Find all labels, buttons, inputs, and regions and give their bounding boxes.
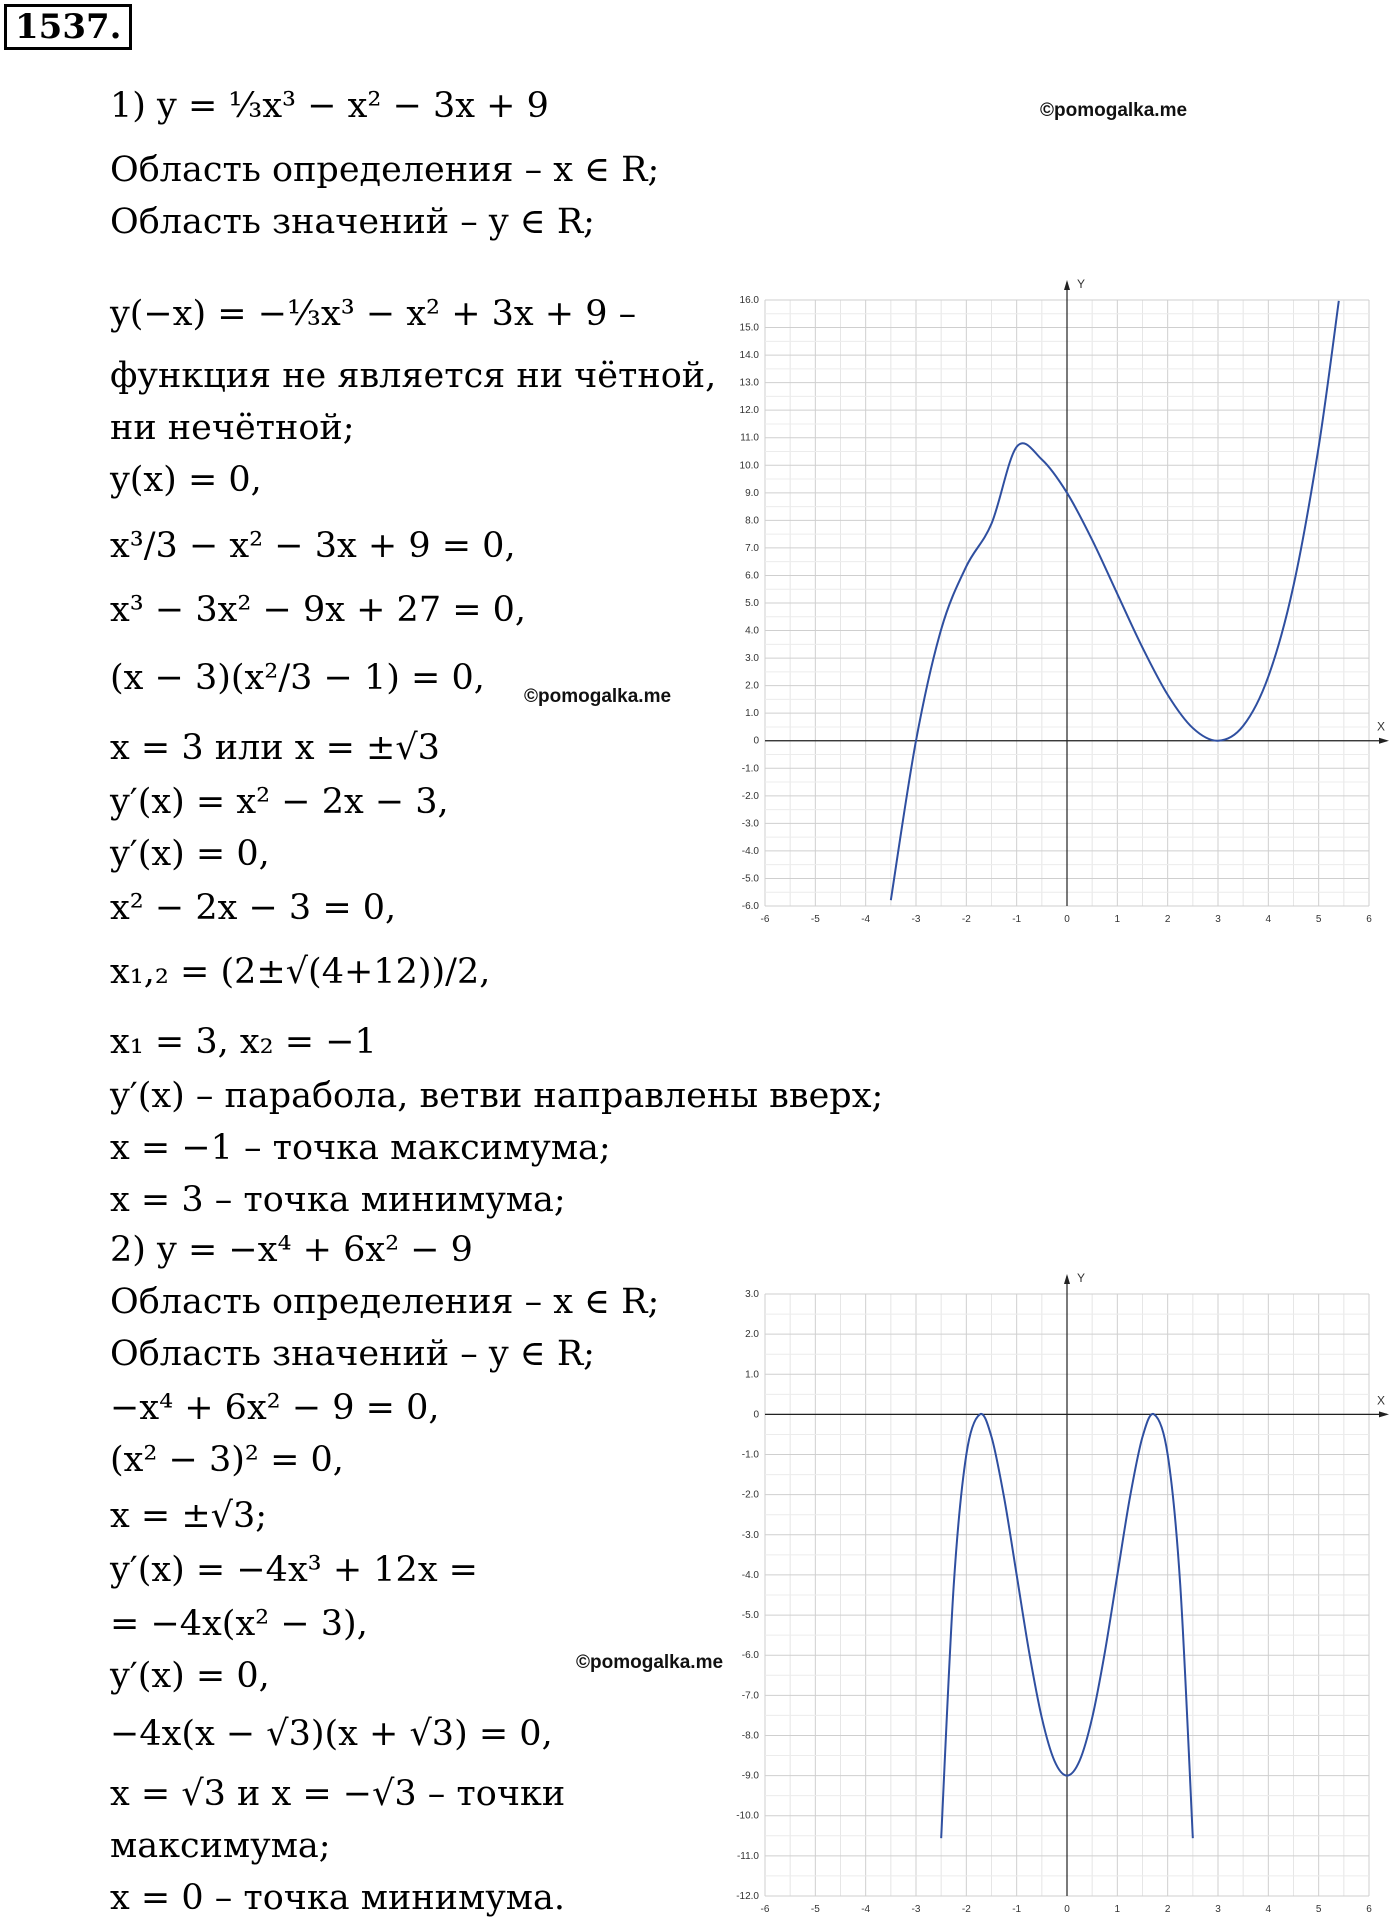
part2-line: Область определения – x ∈ R; [110, 1282, 660, 1322]
y-tick-label: -9.0 [741, 1770, 759, 1782]
y-tick-label: -6.0 [741, 1650, 759, 1662]
y-tick-label: 7.0 [745, 542, 759, 554]
x-tick-label: -2 [961, 914, 971, 925]
y-tick-label: -5.0 [741, 873, 759, 885]
y-axis-arrow [1064, 280, 1070, 290]
x-tick-label: 1 [1114, 1904, 1121, 1915]
y-tick-label: 11.0 [740, 432, 759, 444]
part1-line: ни нечётной; [110, 408, 355, 448]
part1-line: x₁,₂ = (2±√(4+12))/2, [110, 952, 491, 992]
watermark-middle: ©pomogalka.me [524, 686, 672, 707]
x-tick-label: -4 [861, 914, 871, 925]
part2-line: 2) y = −x⁴ + 6x² − 9 [110, 1230, 473, 1270]
x-tick-label: 6 [1366, 1904, 1372, 1915]
y-tick-label: 2.0 [745, 680, 759, 692]
y-tick-label: 12.0 [739, 405, 759, 417]
x-tick-label: -3 [911, 914, 921, 925]
y-tick-label: -4.0 [741, 845, 759, 857]
part2-line: y′(x) = −4x³ + 12x = [110, 1550, 479, 1590]
x-tick-label: -5 [810, 914, 820, 925]
x-axis-arrow [1379, 1411, 1389, 1417]
x-tick-label: -4 [861, 1904, 871, 1915]
part1-line: x₁ = 3, x₂ = −1 [110, 1022, 377, 1062]
y-tick-label: 0 [753, 735, 759, 747]
x-tick-label: -2 [961, 1904, 971, 1915]
part1-line: x = 3 или x = ±√3 [110, 728, 440, 768]
part2-line: максимума; [110, 1826, 331, 1866]
watermark-bottom: ©pomogalka.me [576, 1652, 724, 1673]
part1-line: x = −1 – точка максимума; [110, 1128, 611, 1168]
x-tick-label: 2 [1164, 914, 1171, 925]
part1-line: y′(x) = x² − 2x − 3, [110, 782, 449, 822]
x-tick-label: -1 [1012, 1904, 1022, 1915]
part1-line: y′(x) – парабола, ветви направлены вверх; [110, 1076, 884, 1116]
y-tick-label: -3.0 [741, 818, 759, 830]
part2-line: (x² − 3)² = 0, [110, 1440, 344, 1480]
y-tick-label: -12.0 [736, 1891, 759, 1902]
y-tick-label: -2.0 [741, 1489, 759, 1501]
y-tick-label: 3.0 [745, 653, 759, 665]
part1-line: x² − 2x − 3 = 0, [110, 888, 397, 928]
x-tick-label: 1 [1114, 914, 1121, 925]
x-axis-label: X [1377, 1393, 1386, 1408]
y-tick-label: 15.0 [739, 322, 759, 334]
part2-line: x = 0 – точка минимума. [110, 1878, 566, 1918]
part2-line: x = ±√3; [110, 1496, 268, 1536]
chart-quartic [720, 1264, 1392, 1920]
y-tick-label: -1.0 [741, 763, 759, 775]
y-tick-label: -10.0 [736, 1810, 759, 1822]
y-tick-label: 0 [753, 1409, 759, 1421]
watermark-top: ©pomogalka.me [1040, 100, 1188, 121]
y-tick-label: 9.0 [745, 487, 759, 499]
y-tick-label: -4.0 [741, 1569, 759, 1581]
y-tick-label: -5.0 [741, 1610, 759, 1622]
part1-line: Область определения – x ∈ R; [110, 150, 660, 190]
part2-line: −x⁴ + 6x² − 9 = 0, [110, 1388, 440, 1428]
y-tick-label: 10.0 [739, 460, 759, 472]
y-tick-label: 5.0 [745, 598, 759, 609]
y-tick-label: 2.0 [745, 1329, 759, 1341]
x-tick-label: -3 [911, 1904, 921, 1915]
x-tick-label: 5 [1315, 1904, 1322, 1915]
y-tick-label: -2.0 [741, 790, 759, 802]
x-axis-label: X [1377, 719, 1386, 734]
y-tick-label: 1.0 [745, 1369, 759, 1381]
y-axis-arrow [1064, 1274, 1070, 1284]
part2-line: y′(x) = 0, [110, 1656, 270, 1696]
part1-line: (x − 3)(x²/3 − 1) = 0, [110, 658, 485, 698]
part1-line: функция не является ни чётной, [110, 356, 717, 396]
x-axis-arrow [1379, 738, 1389, 744]
x-tick-label: 4 [1265, 1904, 1272, 1915]
x-tick-label: 3 [1215, 1904, 1221, 1915]
x-tick-label: -6 [760, 1904, 770, 1915]
x-tick-label: 0 [1064, 914, 1070, 925]
part1-line: y(−x) = −⅓x³ − x² + 3x + 9 – [110, 294, 637, 334]
y-tick-label: 4.0 [745, 625, 759, 637]
part1-line: x = 3 – точка минимума; [110, 1180, 566, 1220]
x-tick-label: 6 [1366, 914, 1372, 925]
x-tick-label: 2 [1164, 1904, 1171, 1915]
y-tick-label: -6.0 [741, 901, 759, 912]
y-tick-label: 8.0 [745, 515, 759, 527]
x-tick-label: -5 [810, 1904, 820, 1915]
function-curve [891, 301, 1339, 900]
part1-line: Область значений – y ∈ R; [110, 202, 595, 242]
y-tick-label: -3.0 [741, 1529, 759, 1541]
part1-line: y(x) = 0, [110, 460, 262, 500]
x-tick-label: -1 [1012, 914, 1022, 925]
y-tick-label: 3.0 [745, 1289, 759, 1300]
part2-line: −4x(x − √3)(x + √3) = 0, [110, 1714, 553, 1754]
x-tick-label: -6 [760, 914, 770, 925]
part1-line: x³ − 3x² − 9x + 27 = 0, [110, 590, 527, 630]
y-tick-label: -8.0 [741, 1730, 759, 1742]
x-tick-label: 3 [1215, 914, 1221, 925]
part1-line: y′(x) = 0, [110, 834, 270, 874]
x-tick-label: 0 [1064, 1904, 1070, 1915]
part1-line: x³/3 − x² − 3x + 9 = 0, [110, 526, 516, 566]
y-tick-label: 14.0 [739, 350, 759, 362]
y-tick-label: 16.0 [739, 295, 759, 306]
y-tick-label: -11.0 [736, 1850, 759, 1862]
y-axis-label: Y [1077, 277, 1086, 291]
y-tick-label: 6.0 [745, 570, 759, 582]
chart-quartic-svg [720, 1264, 1392, 1920]
y-tick-label: 13.0 [739, 377, 759, 389]
x-tick-label: 4 [1265, 914, 1272, 925]
x-tick-label: 5 [1315, 914, 1322, 925]
part1-line: 1) y = ⅓x³ − x² − 3x + 9 [110, 86, 549, 126]
y-tick-label: -7.0 [741, 1690, 759, 1702]
task-number: 1537. [4, 4, 132, 50]
y-tick-label: 1.0 [745, 708, 759, 720]
y-tick-label: -1.0 [741, 1449, 759, 1461]
part2-line: = −4x(x² − 3), [110, 1604, 368, 1644]
chart-cubic [720, 270, 1392, 930]
part2-line: x = √3 и x = −√3 – точки [110, 1774, 566, 1814]
chart-cubic-svg [720, 270, 1392, 930]
part2-line: Область значений – y ∈ R; [110, 1334, 595, 1374]
y-axis-label: Y [1077, 1271, 1086, 1285]
